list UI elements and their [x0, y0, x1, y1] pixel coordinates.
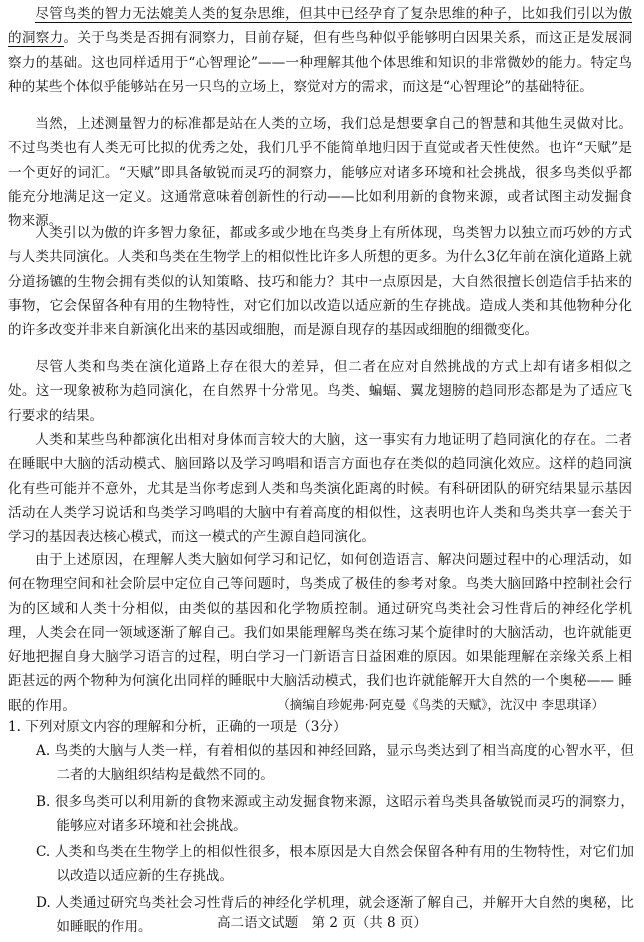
article-paragraph-5: 人类和某些鸟种都演化出相对身体而言较大的大脑，这一事实有力地证明了趋同演化的存在。二者在睡眠中大脑的活动模式、脑回路以及学习鸣唱和语言方面也存在类似的趋同演化效应。这样的趋同演化有些可能并不意外，尤其是当你考虑到人类和鸟类演化距离的时候。有科研团队的研究结果显示基因活动在人类学习说话和鸟类学习鸣唱的大脑中有着高度的相似性，这表明也许人类和鸟类共享一套关于学习的基因表达核心模式，而这一模式的产生源自趋同演化。: [8, 432, 632, 546]
article-paragraph-4: 尽管人类和鸟类在演化道路上存在很大的差异，但二者在应对自然挑战的方式上却有诸多相似之处。这一现象被称为趋同演化，在自然界十分常见。鸟类、蝙蝠、翼龙翅膀的趋同形态都是为了适应飞行要求的结果。: [8, 359, 632, 424]
question-stem: 1. 下列对原文内容的理解和分析，正确的一项是（3分）: [8, 719, 347, 735]
answer-options: [36, 739, 634, 939]
paragraph-1-rest: 。关于鸟类是否拥有洞察力，目前存疑，但有些鸟种似乎能够明白因果关系，而这正是发展洞察力的基础。这也同样适用于“心智理论”——一种理解其他个体思维和知识的非常微妙的能力。特定鸟种的某些个体似乎能够站在另一只鸟的立场上，察觉对方的需求，而这是“心智理论”的基础特征。: [8, 30, 633, 95]
article-paragraph-3: 人类引以为傲的许多智力象征，都或多或少地在鸟类身上有所体现，鸟类智力以独立而巧妙的方式与人类共同演化。人类和鸟类在生物学上的相似性比许多人所想的更多。为什么3亿年前在演化道路上就分道扬镳的生物会拥有类似的认知策略、技巧和能力？其中一点原因是，大自然很擅长创造信手拈来的事物，它会保留各种有用的生物特性，对它们加以改造以适应新的生存挑战。造成人类和其他物种分化的许多改变并非来自新演化出来的基因或细胞，而是源自现存的基因或细胞的细微变化。: [8, 225, 632, 339]
article-paragraph-2: 当然，上述测量智力的标准都是站在人类的立场，我们总是想要拿自己的智慧和其他生灵做对比。不过鸟类也有人类无可比拟的优秀之处，我们几乎不能简单地归因于直觉或者天性使然。也许“天赋”是一个更好的词汇。“天赋”即具备敏锐而灵巧的洞察力，能够应对诸多环境和社会挑战，很多鸟类似乎都能充分地满足这一定义。这通常意味着创新性的行动——比如利用新的食物来源，或者试图主动发掘食物来源。: [8, 116, 632, 230]
underlined-sentence: 尽管鸟类的智力无法媲美人类的复杂思维，但其中已经孕育了复杂思维的种子，比如我们引以为傲的洞察力: [8, 6, 632, 47]
option-c: C. 人类和鸟类在生物学上的相似性很多，根本原因是大自然会保留各种有用的生物特性，对它们加以改造以适应新的生存挑战。: [36, 844, 634, 885]
option-d: D. 人类通过研究鸟类社会习性背后的神经化学机理，就会逐渐了解自己，并解开大自然的奥秘，比如睡眠的作用。: [36, 894, 634, 936]
page-footer: 高二语文试题 第 2 页（共 8 页）: [217, 915, 427, 931]
option-b: B. 很多鸟类可以利用新的食物来源或主动发掘食物来源，这昭示着鸟类具备敏锐而灵巧的洞察力，能够应对诸多环境和社会挑战。: [36, 793, 634, 834]
article-paragraph-6: 由于上述原因，在理解人类大脑如何学习和记忆，如何创造语言、解决问题过程中的心理活动，如何在物理空间和社会阶层中定位自己等问题时，鸟类成了极佳的参考对象。鸟类大脑回路中控制社会行为的区域和人类十分相似，由类似的基因和化学物质控制。通过研究鸟类社会习性背后的神经化学机理，人类会在同一领域逐渐了解自己。我们如果能理解鸟类在练习某个旋律时的大脑活动，也许就能更好地把握自身大脑学习语言的过程，明白学习一门新语言日益困难的原因。如果能理解在亲缘关系上相距甚远的两个物种为何演化出同样的睡眠中大脑活动模式，我们也许就能解开大自然的一个奥秘—— 睡眠的作用。: [8, 552, 632, 714]
option-a: A. 鸟类的大脑与人类一样，有着相似的基因和神经回路，显示鸟类达到了相当高度的心智水平，但二者的大脑组织结构是截然不同的。: [36, 743, 634, 784]
article-source: （摘编自珍妮弗·阿克曼《鸟类的天赋》，沈汉中 李思琪译）: [277, 697, 604, 712]
article-paragraph-1: [8, 2, 632, 99]
